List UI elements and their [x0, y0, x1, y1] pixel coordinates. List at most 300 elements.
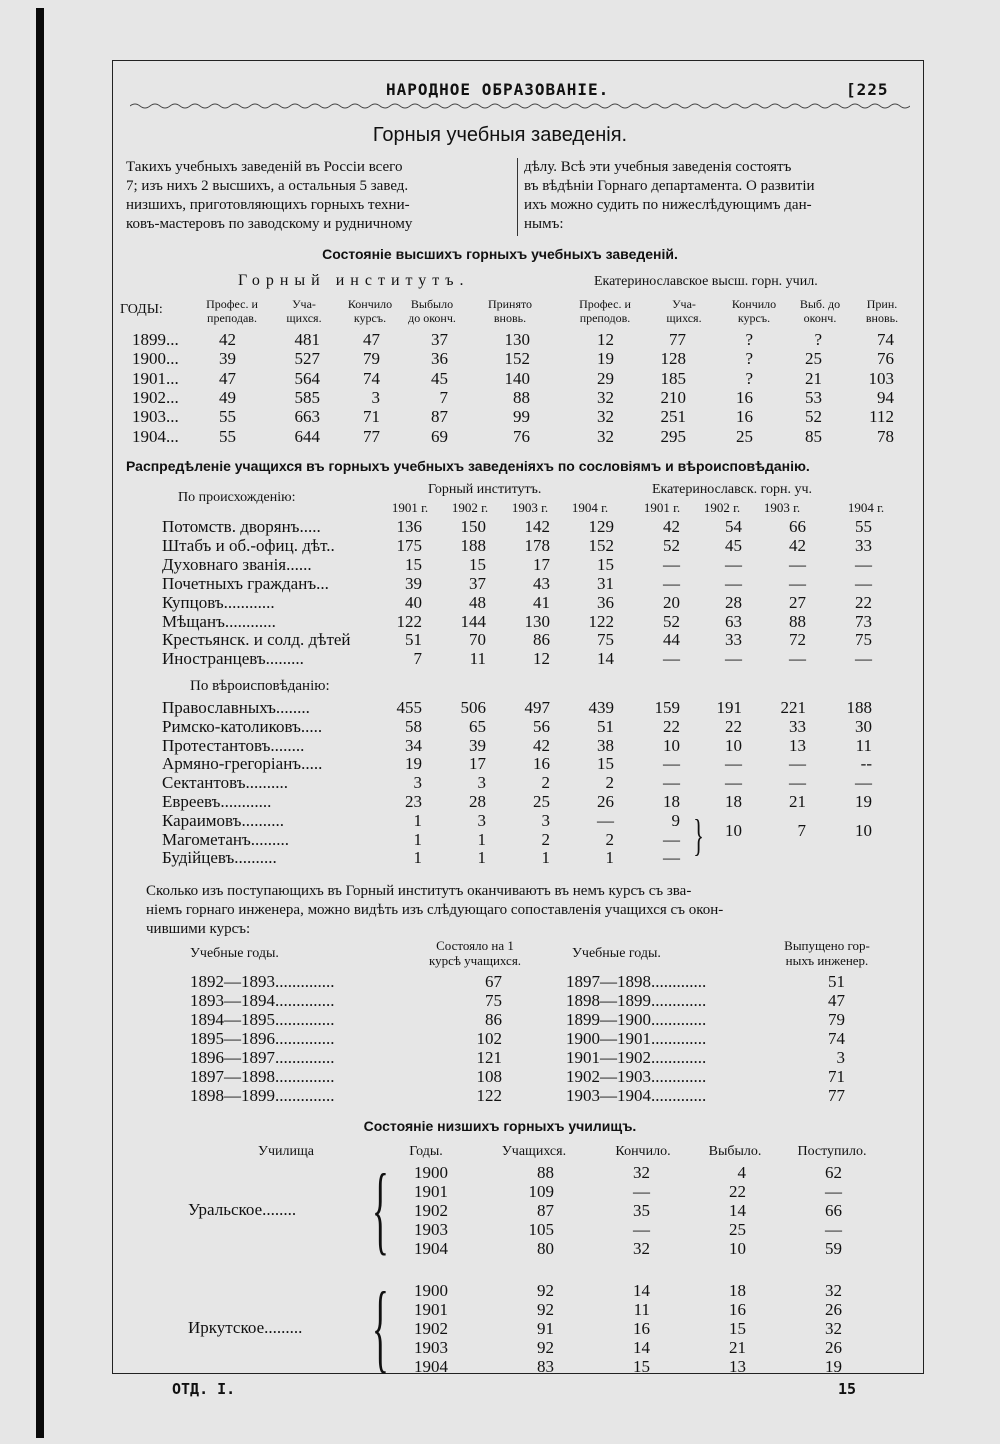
- table-cell: 152: [588, 535, 614, 555]
- table-cell: 66: [789, 517, 806, 536]
- table-cell: 53: [805, 387, 822, 407]
- graduated-count: 3: [836, 1048, 845, 1067]
- table-cell: ?: [745, 368, 753, 388]
- intro-line-right: нымъ:: [524, 216, 564, 232]
- table-cell: 30: [855, 716, 872, 736]
- table-cell: 455: [396, 698, 422, 717]
- running-header: НАРОДНОЕ ОБРАЗОВАНІЕ.: [386, 80, 610, 99]
- year-column-header: 1901 г.: [391, 500, 429, 515]
- table-cell: 19: [405, 754, 422, 774]
- scan-spine-shadow: [36, 8, 44, 1438]
- academic-year: 1897—1898.............: [566, 972, 707, 991]
- enrolled-count: 122: [476, 1086, 502, 1105]
- table-cell: 33: [725, 630, 742, 650]
- table-cell: 11: [469, 649, 486, 669]
- table-cell: 19: [825, 1356, 842, 1376]
- column-header: оконч.: [803, 311, 837, 325]
- origin-row-label: Крестьянск. и солд. дѣтей: [162, 630, 351, 650]
- table-cell: 130: [504, 330, 530, 349]
- table-cell: —: [725, 754, 742, 774]
- table-cell: —: [789, 649, 806, 669]
- page-title: Горныя учебныя заведенія.: [372, 124, 628, 146]
- table-cell: —: [789, 554, 806, 574]
- intro-line-left: 7; изъ нихъ 2 высшихъ, а остальныя 5 завед.: [126, 178, 409, 194]
- row-year: 1901...: [132, 368, 179, 388]
- graduated-count: 79: [828, 1010, 845, 1029]
- table-cell: 22: [663, 716, 680, 736]
- table-cell: 12: [533, 649, 550, 669]
- table-cell: 26: [597, 792, 614, 811]
- table-cell: 35: [633, 1200, 650, 1220]
- table-cell: --: [860, 754, 872, 774]
- school-name: Уральское........: [188, 1200, 297, 1219]
- column-header: Кончило: [347, 297, 393, 311]
- table-cell: 103: [868, 368, 894, 388]
- row-year: 1900: [414, 1281, 448, 1300]
- table-cell: 150: [460, 517, 486, 536]
- table-cell: 527: [294, 349, 320, 369]
- intro-line-left: ковъ-мастеровъ по заводскому и рудничному: [126, 216, 413, 232]
- table-cell: 210: [660, 387, 686, 407]
- table-cell: 644: [294, 426, 320, 446]
- table-cell: 51: [597, 716, 614, 736]
- table-cell: 13: [789, 735, 806, 755]
- academic-year: 1901—1902.............: [566, 1048, 707, 1067]
- table-cell: 1: [477, 829, 486, 849]
- table-cell: 74: [363, 368, 380, 388]
- table-cell: 76: [877, 349, 894, 369]
- table-cell: 16: [729, 1299, 746, 1319]
- table-cell: 88: [789, 611, 806, 631]
- origin-row-label: Почетныхъ гражданъ...: [162, 573, 329, 593]
- table-cell: 191: [716, 698, 742, 717]
- table-cell: 439: [588, 698, 614, 717]
- table-cell: 37: [431, 330, 448, 349]
- table-cell: 15: [469, 554, 486, 574]
- table-cell: 99: [513, 407, 530, 427]
- table-cell: 3: [371, 387, 380, 407]
- row-year: 1904: [414, 1238, 448, 1258]
- table-cell: —: [725, 649, 742, 669]
- origin-row-label: Иностранцевъ.........: [162, 649, 304, 669]
- table-cell: 3: [541, 810, 550, 830]
- religion-row-label: Караимовъ..........: [162, 810, 284, 830]
- year-column-header: 1903 г.: [763, 500, 801, 515]
- table-cell: 62: [825, 1163, 842, 1182]
- table-cell: —: [597, 810, 614, 830]
- table-cell: 78: [877, 426, 894, 446]
- row-year: 1903: [414, 1337, 448, 1357]
- page-number-header: [225: [846, 80, 889, 99]
- table-cell: —: [789, 573, 806, 593]
- table-cell: 7: [413, 649, 422, 669]
- table-cell: —: [855, 573, 872, 593]
- table-cell: 18: [729, 1281, 746, 1300]
- table-cell: 36: [431, 349, 448, 369]
- intro-line-right: дѣлу. Всѣ эти учебныя заведенія состоятъ: [524, 159, 792, 175]
- distribution-section-title: Распредѣленіе учащихся въ горныхъ учебныхъ заведеніяхъ по сословіямъ и вѣроисповѣданію.: [126, 458, 810, 474]
- row-year: 1900...: [132, 349, 179, 369]
- table-cell: 45: [725, 535, 742, 555]
- comparison-paragraph-line: чившими курсъ:: [146, 921, 251, 937]
- table-cell: 21: [729, 1337, 746, 1357]
- table-cell: 25: [729, 1219, 746, 1239]
- column-header: Выбыло.: [708, 1144, 762, 1159]
- column-header: вновь.: [865, 311, 899, 325]
- column-divider: [517, 158, 518, 236]
- row-year: 1904...: [132, 426, 179, 446]
- enrolled-count: 86: [485, 1010, 502, 1029]
- table-cell: 10: [725, 735, 742, 755]
- column-header: Учебные годы.: [572, 946, 661, 961]
- table-cell: 52: [663, 611, 680, 631]
- table-cell: 14: [729, 1200, 746, 1220]
- table-cell: 80: [537, 1238, 554, 1258]
- table-cell: 112: [869, 407, 894, 427]
- table-cell: 92: [537, 1281, 554, 1300]
- academic-year: 1895—1896..............: [190, 1029, 335, 1048]
- row-year: 1900: [414, 1163, 448, 1182]
- table-cell: 71: [363, 407, 380, 427]
- intro-line-left: Такихъ учебныхъ заведеній въ Россіи всего: [126, 159, 403, 175]
- table-cell: 49: [219, 387, 236, 407]
- table-cell: 74: [877, 330, 894, 349]
- table-cell: 56: [533, 716, 550, 736]
- table-cell: 105: [528, 1219, 554, 1239]
- enrolled-count: 108: [476, 1067, 502, 1086]
- table-cell: 175: [396, 535, 422, 555]
- table-cell: 28: [725, 592, 742, 612]
- table-cell: —: [725, 773, 742, 793]
- table-cell: 27: [789, 592, 806, 612]
- table-cell: 88: [513, 387, 530, 407]
- row-year: 1901: [414, 1181, 448, 1201]
- table-cell: 7: [439, 387, 448, 407]
- table-cell: 481: [294, 330, 320, 349]
- row-year: 1902: [414, 1318, 448, 1338]
- table-cell: ?: [745, 349, 753, 369]
- column-header: преподав.: [207, 311, 257, 325]
- table-cell: 70: [469, 630, 486, 650]
- table-cell: 4: [737, 1163, 746, 1182]
- enrolled-count: 67: [485, 972, 502, 991]
- column-header: курсъ.: [737, 311, 771, 325]
- table-cell: 22: [729, 1181, 746, 1201]
- higher-section-title: Состояніе высшихъ горныхъ учебныхъ заведеній.: [322, 246, 678, 262]
- column-header: Учащихся.: [501, 1144, 567, 1159]
- group-header-institute: Горный институтъ.: [428, 482, 542, 497]
- table-cell: 88: [537, 1163, 554, 1182]
- column-header: Состояло на 1: [436, 938, 514, 953]
- religion-row-label: Римско-католиковъ.....: [162, 716, 323, 736]
- academic-year: 1897—1898..............: [190, 1067, 335, 1086]
- table-cell: 77: [669, 330, 686, 349]
- academic-year: 1898—1899.............: [566, 991, 707, 1010]
- table-cell: 136: [396, 517, 422, 536]
- table-cell: 122: [396, 611, 422, 631]
- table-cell: 14: [597, 649, 614, 669]
- column-header: Принято: [487, 297, 533, 311]
- table-cell: 47: [219, 368, 236, 388]
- column-header: ныхъ инженер.: [785, 953, 869, 968]
- table-cell: 22: [725, 716, 742, 736]
- table-cell: 43: [533, 573, 550, 593]
- table-cell: 185: [660, 368, 686, 388]
- table-cell: 32: [597, 387, 614, 407]
- table-cell: 21: [805, 368, 822, 388]
- origin-row-label: Духовнаго званія......: [162, 554, 312, 574]
- table-cell: 10: [729, 1238, 746, 1258]
- table-cell: 21: [789, 792, 806, 811]
- column-header: Учебные годы.: [190, 946, 279, 961]
- column-header: Профес. и: [206, 297, 258, 311]
- row-year: 1902: [414, 1200, 448, 1220]
- table-cell: —: [663, 829, 680, 849]
- table-cell: 31: [597, 573, 614, 593]
- table-cell: 76: [513, 426, 530, 446]
- table-cell: 109: [528, 1181, 554, 1201]
- table-cell: 39: [405, 573, 422, 593]
- table-cell: 39: [469, 735, 486, 755]
- table-cell: 3: [413, 773, 422, 793]
- table-cell: 2: [605, 829, 614, 849]
- religion-row-label: Сектантовъ..........: [162, 773, 289, 793]
- table-cell: 37: [469, 573, 486, 593]
- column-header: Выпущено гор-: [784, 938, 870, 953]
- table-cell: —: [725, 554, 742, 574]
- academic-year: 1902—1903.............: [566, 1067, 707, 1086]
- table-cell: 188: [846, 698, 872, 717]
- table-cell: 51: [405, 630, 422, 650]
- table-cell: 65: [469, 716, 486, 736]
- table-cell: 12: [597, 330, 614, 349]
- table-cell: 10: [725, 820, 742, 840]
- column-header: щихся.: [666, 311, 702, 325]
- column-header: Уча-: [672, 297, 696, 311]
- table-cell: 159: [654, 698, 680, 717]
- table-cell: —: [663, 649, 680, 669]
- table-cell: 142: [524, 517, 550, 536]
- table-cell: 55: [855, 517, 872, 536]
- brace-symbol: }: [693, 811, 704, 860]
- table-cell: 48: [469, 592, 486, 612]
- table-cell: 2: [541, 829, 550, 849]
- table-cell: 72: [789, 630, 806, 650]
- table-cell: 15: [729, 1318, 746, 1338]
- group-header-ekaterinoslav: Екатеринославское высш. горн. учил.: [594, 274, 818, 289]
- table-cell: 178: [524, 535, 550, 555]
- column-header: Уча-: [292, 297, 316, 311]
- table-cell: —: [725, 573, 742, 593]
- table-cell: 23: [405, 792, 422, 811]
- year-column-header: 1902 г.: [451, 500, 489, 515]
- row-year: 1899...: [132, 330, 179, 349]
- table-cell: 92: [537, 1299, 554, 1319]
- table-cell: 85: [805, 426, 822, 446]
- brace-symbol: {: [372, 1153, 389, 1264]
- table-cell: —: [663, 554, 680, 574]
- religion-label: По вѣроисповѣданію:: [190, 678, 330, 694]
- table-cell: 42: [663, 517, 680, 536]
- origin-label: По происхожденію:: [178, 490, 296, 505]
- row-year: 1901: [414, 1299, 448, 1319]
- table-cell: —: [825, 1181, 842, 1201]
- origin-row-label: Купцовъ............: [162, 592, 275, 612]
- table-cell: 77: [363, 426, 380, 446]
- table-cell: 15: [597, 554, 614, 574]
- year-column-header: 1904 г.: [847, 500, 885, 515]
- academic-year: 1894—1895..............: [190, 1010, 335, 1029]
- row-year: 1903: [414, 1219, 448, 1239]
- table-cell: 92: [537, 1337, 554, 1357]
- table-cell: 663: [294, 407, 320, 427]
- table-cell: 15: [597, 754, 614, 774]
- table-cell: 55: [219, 426, 236, 446]
- table-cell: 45: [431, 368, 448, 388]
- table-cell: 79: [363, 349, 380, 369]
- religion-row-label: Протестантовъ........: [162, 735, 305, 755]
- table-cell: 75: [855, 630, 872, 650]
- table-cell: —: [663, 573, 680, 593]
- table-cell: 52: [805, 407, 822, 427]
- table-cell: 52: [663, 535, 680, 555]
- brace-symbol: {: [372, 1271, 389, 1382]
- academic-year: 1903—1904.............: [566, 1086, 707, 1105]
- table-cell: 26: [825, 1299, 842, 1319]
- religion-row-label: Православныхъ........: [162, 698, 310, 717]
- wavy-rule: [130, 102, 910, 110]
- column-header: Выб. до: [799, 297, 841, 311]
- column-header: Кончило.: [615, 1144, 671, 1159]
- table-cell: —: [855, 554, 872, 574]
- table-cell: 54: [725, 517, 742, 536]
- table-cell: 16: [533, 754, 550, 774]
- table-cell: 3: [477, 773, 486, 793]
- row-year: 1902...: [132, 387, 179, 407]
- table-cell: 91: [537, 1318, 554, 1338]
- table-cell: 26: [825, 1337, 842, 1357]
- academic-year: 1898—1899..............: [190, 1086, 335, 1105]
- row-year: 1904: [414, 1356, 448, 1376]
- year-column-header: 1904 г.: [571, 500, 609, 515]
- table-cell: 1: [413, 810, 422, 830]
- table-cell: 11: [633, 1299, 650, 1319]
- table-cell: 55: [219, 407, 236, 427]
- table-cell: 7: [797, 820, 806, 840]
- graduated-count: 74: [828, 1029, 845, 1048]
- column-header: Поступило.: [797, 1144, 867, 1159]
- table-cell: 122: [588, 611, 614, 631]
- table-cell: 14: [633, 1337, 650, 1357]
- row-year: 1903...: [132, 407, 179, 427]
- table-cell: 10: [855, 820, 872, 840]
- table-cell: ?: [814, 330, 822, 349]
- table-cell: 83: [537, 1356, 554, 1376]
- table-cell: 18: [725, 792, 742, 811]
- table-cell: 1: [477, 848, 486, 868]
- table-cell: —: [825, 1219, 842, 1239]
- table-cell: 41: [533, 592, 550, 612]
- table-cell: 66: [825, 1200, 842, 1220]
- table-cell: 144: [460, 611, 486, 631]
- table-cell: 44: [663, 630, 680, 650]
- table-cell: 9: [671, 810, 680, 830]
- religion-row-label: Армяно-грегоріанъ.....: [162, 754, 323, 774]
- table-cell: 32: [597, 426, 614, 446]
- table-cell: 42: [533, 735, 550, 755]
- origin-row-label: Потомств. дворянъ.....: [162, 517, 321, 536]
- table-cell: 75: [597, 630, 614, 650]
- intro-line-left: низшихъ, приготовляющихъ горныхъ техни-: [126, 197, 410, 213]
- table-cell: 18: [663, 792, 680, 811]
- table-cell: 94: [877, 387, 894, 407]
- table-cell: 33: [855, 535, 872, 555]
- table-cell: 1: [541, 848, 550, 868]
- enrolled-count: 75: [485, 991, 502, 1010]
- table-cell: —: [855, 773, 872, 793]
- column-header: щихся.: [286, 311, 322, 325]
- table-cell: 251: [660, 407, 686, 427]
- table-cell: 40: [405, 592, 422, 612]
- comparison-paragraph-line: Сколько изъ поступающихъ въ Горный институтъ оканчиваютъ въ немъ курсъ съ зва-: [146, 883, 692, 899]
- column-header: Годы.: [409, 1144, 443, 1159]
- footer-section: ОТД. I.: [172, 1380, 236, 1398]
- column-header: до оконч.: [408, 311, 456, 325]
- table-cell: 2: [605, 773, 614, 793]
- academic-year: 1896—1897..............: [190, 1048, 335, 1067]
- table-cell: 14: [633, 1281, 650, 1300]
- year-column-header: 1901 г.: [643, 500, 681, 515]
- table-cell: 86: [533, 630, 550, 650]
- table-cell: 32: [633, 1163, 650, 1182]
- table-cell: 59: [825, 1238, 842, 1258]
- table-cell: —: [663, 773, 680, 793]
- column-header: Кончило: [731, 297, 777, 311]
- table-cell: 10: [663, 735, 680, 755]
- table-cell: 19: [855, 792, 872, 811]
- comparison-paragraph-line: ніемъ горнаго инженера, можно видѣть изъ слѣдующаго сопоставленія учащихся съ окон-: [146, 902, 724, 918]
- column-header: вновь.: [493, 311, 527, 325]
- table-cell: 130: [524, 611, 550, 631]
- academic-year: 1893—1894..............: [190, 991, 335, 1010]
- table-cell: 15: [405, 554, 422, 574]
- academic-year: 1892—1893..............: [190, 972, 335, 991]
- graduated-count: 77: [828, 1086, 845, 1105]
- table-cell: 42: [789, 535, 806, 555]
- year-column-header: 1902 г.: [703, 500, 741, 515]
- table-cell: 16: [633, 1318, 650, 1338]
- enrolled-count: 102: [476, 1029, 502, 1048]
- column-header: курсѣ учащихся.: [428, 953, 522, 968]
- table-cell: 73: [855, 611, 872, 631]
- origin-row-label: Штабъ и об.-офиц. дѣт..: [162, 535, 335, 555]
- table-cell: 42: [219, 330, 236, 349]
- table-cell: 32: [633, 1238, 650, 1258]
- table-cell: 33: [789, 716, 806, 736]
- table-cell: 36: [597, 592, 614, 612]
- table-cell: 3: [477, 810, 486, 830]
- graduated-count: 47: [828, 991, 845, 1010]
- school-name: Иркутское.........: [188, 1318, 303, 1337]
- group-header-ekaterinoslav: Екатеринославск. горн. уч.: [652, 482, 813, 497]
- table-cell: 29: [597, 368, 614, 388]
- academic-year: 1899—1900.............: [566, 1010, 707, 1029]
- table-cell: 32: [597, 407, 614, 427]
- table-cell: 188: [460, 535, 486, 555]
- column-header: Училища: [258, 1144, 314, 1159]
- table-cell: 152: [504, 349, 530, 369]
- religion-row-label: Магометанъ.........: [162, 829, 290, 849]
